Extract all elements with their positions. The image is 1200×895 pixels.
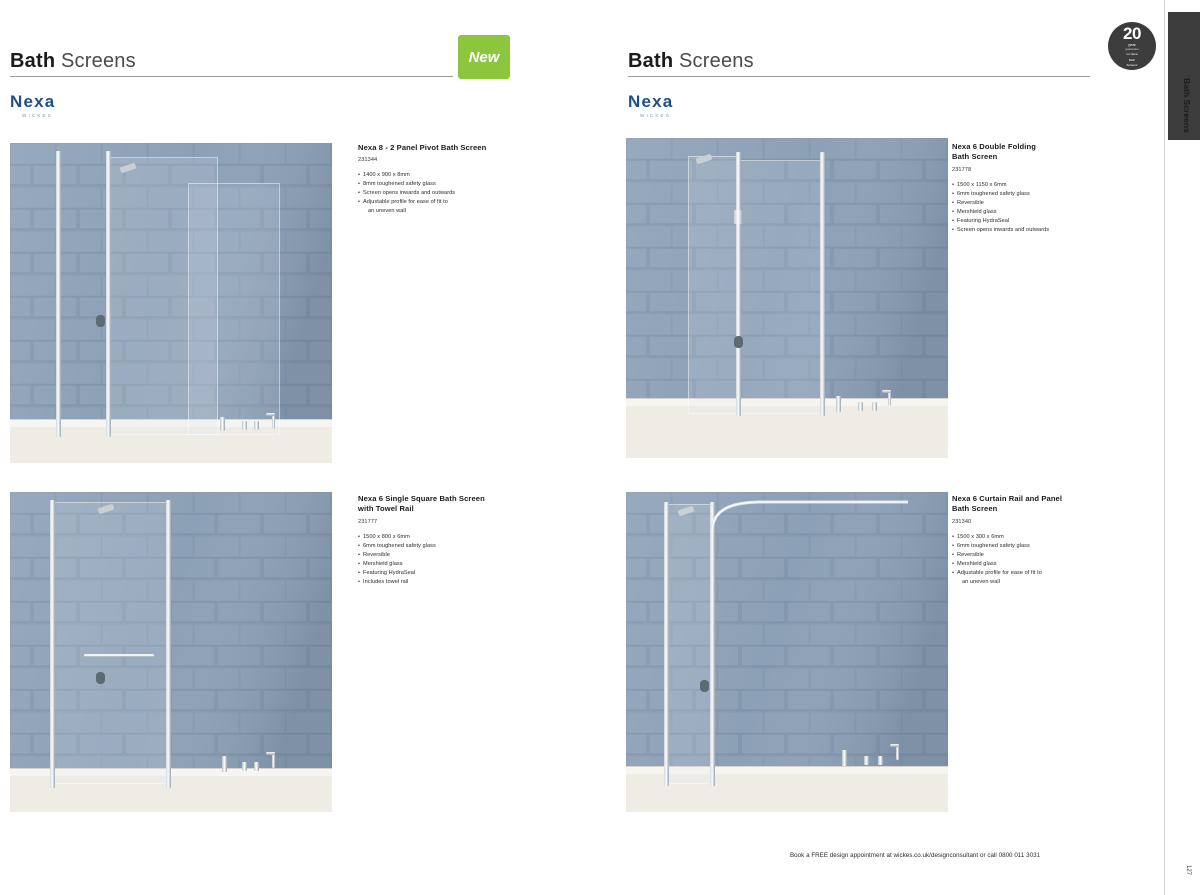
product-image-pivot-screen xyxy=(10,143,332,463)
bath-screen-panel-b xyxy=(740,160,822,414)
product-title-line2: Bath Screen xyxy=(952,152,998,162)
left-heading-rule xyxy=(10,76,453,77)
feature-item-continued: an uneven wall xyxy=(962,578,1001,585)
tab-section-label: Bath Screens xyxy=(1182,78,1192,133)
left-heading-light: Screens xyxy=(61,50,136,72)
feature-item: • Screen opens inwards and outwards xyxy=(952,226,1124,235)
shower-valve xyxy=(734,336,743,348)
right-brand-subtitle: WICKES xyxy=(640,113,671,118)
screen-post-left xyxy=(664,502,669,786)
bath-screen-panel-pivot xyxy=(188,183,280,435)
product-image-single-square-screen xyxy=(10,492,332,812)
feature-item: • Mershield glass xyxy=(358,560,530,569)
guarantee-line3: on Nexa xyxy=(1126,52,1138,56)
feature-item: • 8mm toughened safety glass xyxy=(358,180,528,189)
right-section-heading xyxy=(628,50,754,73)
product-title-line2: with Towel Rail xyxy=(358,504,414,514)
feature-item: • Reversible xyxy=(952,551,1124,560)
product-code: 231778 xyxy=(952,166,972,173)
bath-screen-panel-a xyxy=(688,156,740,414)
feature-item: • 6mm toughened safety glass xyxy=(952,190,1124,199)
feature-item: • Adjustable profile for ease of fit to xyxy=(952,569,1124,578)
left-brand-name: Nexa xyxy=(10,92,56,111)
product-info-curtain-rail-screen xyxy=(952,494,1124,587)
product-image-curtain-rail-screen xyxy=(626,492,948,812)
left-section-heading xyxy=(10,50,136,73)
screen-post-right xyxy=(166,500,171,788)
feature-item: • 1400 x 900 x 8mm xyxy=(358,171,528,180)
section-tab-strip xyxy=(1164,0,1200,895)
bath-screen-panel xyxy=(668,504,712,784)
feature-item: • Adjustable profile for ease of fit to xyxy=(358,198,528,207)
left-page xyxy=(0,0,595,895)
screen-post-left xyxy=(50,500,55,788)
guarantee-years: 20 xyxy=(1123,24,1141,43)
new-badge xyxy=(458,35,510,79)
guarantee-line2: guarantee xyxy=(1125,47,1139,51)
feature-item: • 6mm toughened safety glass xyxy=(952,542,1124,551)
product-feature-list xyxy=(952,181,1124,235)
product-code: 231777 xyxy=(358,518,378,525)
feature-item: • 1500 x 800 x 6mm xyxy=(358,533,530,542)
product-title-line1: Nexa 6 Double Folding xyxy=(952,142,1036,151)
bath-taps xyxy=(220,399,290,433)
right-brand-name: Nexa xyxy=(628,92,674,111)
shower-valve xyxy=(700,680,709,692)
shower-valve xyxy=(96,672,105,684)
page-number: 127 xyxy=(1185,864,1191,875)
right-heading-light: Screens xyxy=(679,50,754,72)
feature-item: • Includes towel rail xyxy=(358,578,530,587)
screen-post-hinge xyxy=(736,152,741,416)
product-title-line1: Nexa 6 Curtain Rail and Panel xyxy=(952,494,1063,503)
shower-valve xyxy=(96,315,105,327)
right-heading-bold: Bath xyxy=(628,50,674,72)
left-brand-subtitle: WICKES xyxy=(22,113,53,118)
towel-rail xyxy=(84,654,154,657)
guarantee-line4: Bath xyxy=(1128,57,1136,62)
new-badge-label: New xyxy=(468,48,500,66)
footer-text: Book a FREE design appointment at wickes.co.uk/designconsultant or call 0800 011 3031 xyxy=(790,852,1041,859)
product-title-line1: Nexa 6 Single Square Bath Screen xyxy=(358,494,485,503)
feature-item: • 6mm toughened safety glass xyxy=(358,542,530,551)
guarantee-seal-badge xyxy=(1108,22,1156,70)
screen-post-left xyxy=(56,151,61,437)
screen-post-right xyxy=(710,502,715,786)
right-brand-logo xyxy=(628,92,673,118)
left-heading-bold: Bath xyxy=(10,50,56,72)
product-code: 231340 xyxy=(952,518,972,525)
curtain-rail xyxy=(710,498,910,538)
guarantee-line5: Screens xyxy=(1126,63,1138,68)
screen-hinge xyxy=(734,210,743,224)
feature-item: • Featuring HydraSeal xyxy=(358,569,530,578)
right-page xyxy=(600,0,1165,895)
bath-taps xyxy=(222,738,292,774)
feature-item: • Screen opens inwards and outwards xyxy=(358,189,528,198)
product-info-double-folding-screen xyxy=(952,142,1124,235)
bath-taps xyxy=(832,380,912,416)
feature-item: • Reversible xyxy=(358,551,530,560)
left-brand-logo xyxy=(10,92,55,118)
product-image-double-folding-screen xyxy=(626,138,948,458)
product-feature-list xyxy=(358,533,530,587)
feature-item: • Mershield glass xyxy=(952,560,1124,569)
product-title: Nexa 8 - 2 Panel Pivot Bath Screen xyxy=(358,143,487,152)
feature-item: • Mershield glass xyxy=(952,208,1124,217)
bath-taps xyxy=(840,732,920,770)
screen-post-center xyxy=(106,151,111,437)
right-heading-rule xyxy=(628,76,1090,77)
feature-item: • 1500 x 1150 x 6mm xyxy=(952,181,1124,190)
product-info-pivot-screen xyxy=(358,143,528,216)
guarantee-line1: year xyxy=(1128,42,1136,47)
screen-post-right xyxy=(820,152,825,416)
product-title-line2: Bath Screen xyxy=(952,504,998,514)
feature-item: • Featuring HydraSeal xyxy=(952,217,1124,226)
feature-item-continued: an uneven wall xyxy=(368,208,407,215)
product-code: 231344 xyxy=(358,157,378,164)
feature-item: • Reversible xyxy=(952,199,1124,208)
product-info-single-square-screen xyxy=(358,494,530,587)
feature-item: • 1500 x 300 x 6mm xyxy=(952,533,1124,542)
product-feature-list xyxy=(952,533,1124,587)
product-feature-list xyxy=(358,171,528,216)
bath-screen-panel xyxy=(54,502,170,784)
